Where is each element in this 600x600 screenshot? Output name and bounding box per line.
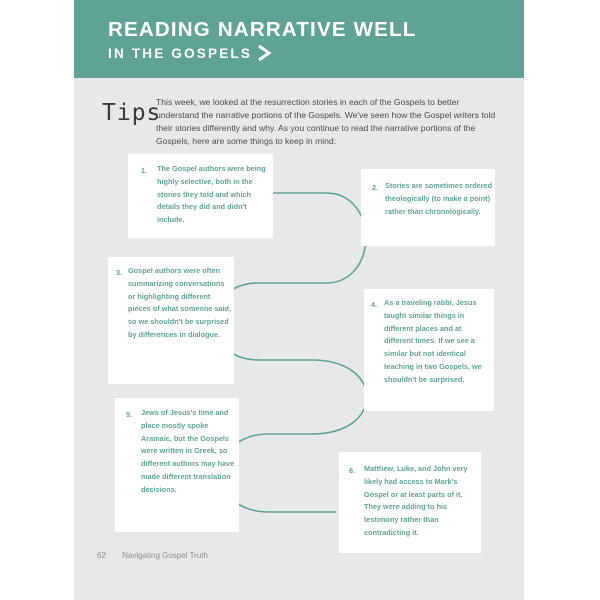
tips-heading: Tips [102,100,162,126]
tip-card-2 [361,169,495,246]
page-title: READING NARRATIVE WELL [108,18,417,41]
page-footer [97,551,208,560]
tip-card-4 [364,289,494,411]
tip-card-6 [339,452,481,553]
tip-number: 6. [349,466,356,475]
tip-number: 4. [371,300,378,309]
page-number: 62 [97,551,106,560]
tip-number: 3. [116,268,123,277]
tip-card-5 [115,398,239,532]
tip-text: Stories are sometimes ordered theologically (to make a point) rather than chronologically. [385,181,493,216]
tip-number: 2. [372,183,379,192]
tip-number: 5. [126,410,133,419]
tip-text: As a traveling rabbi, Jesus taught similar things in different places and at different times. If we see a similar but not identical teaching in two Gospels, we shouldn't be surprised. [384,298,482,384]
book-title: Navigating Gospel Truth [122,551,208,560]
tip-card-1 [128,154,273,238]
tip-text: The Gospel authors were being highly selective, both in the stories they told and which details they did and didn't include. [157,164,266,225]
tip-text: Jews of Jesus's time and place mostly spoke Aramaic, but the Gospels were written in Greek, so different authors may have made different translation decisions. [141,408,235,494]
document-page [74,0,524,600]
tip-text: Gospel authors were often summarizing conversations or highlighting different pieces of what someone said, so we shouldn't be surprised by differences in dialogue. [128,266,231,339]
intro-paragraph: This week, we looked at the resurrection stories in each of the Gospels to better understand the narrative portions of the Gospels. We've seen how the Gospel writers told their stories differently and why. As you continue to read the narrative portions of the Gospels, here are some things to keep in mind: [156,97,496,146]
tip-number: 1. [141,166,148,175]
page-subtitle: IN THE GOSPELS [108,46,253,61]
tip-card-3 [108,257,234,384]
tip-text: Matthew, Luke, and John very likely had access to Mark's Gospel or at least parts of it. They were adding to his testimony rather than contradicting it. [364,464,468,537]
